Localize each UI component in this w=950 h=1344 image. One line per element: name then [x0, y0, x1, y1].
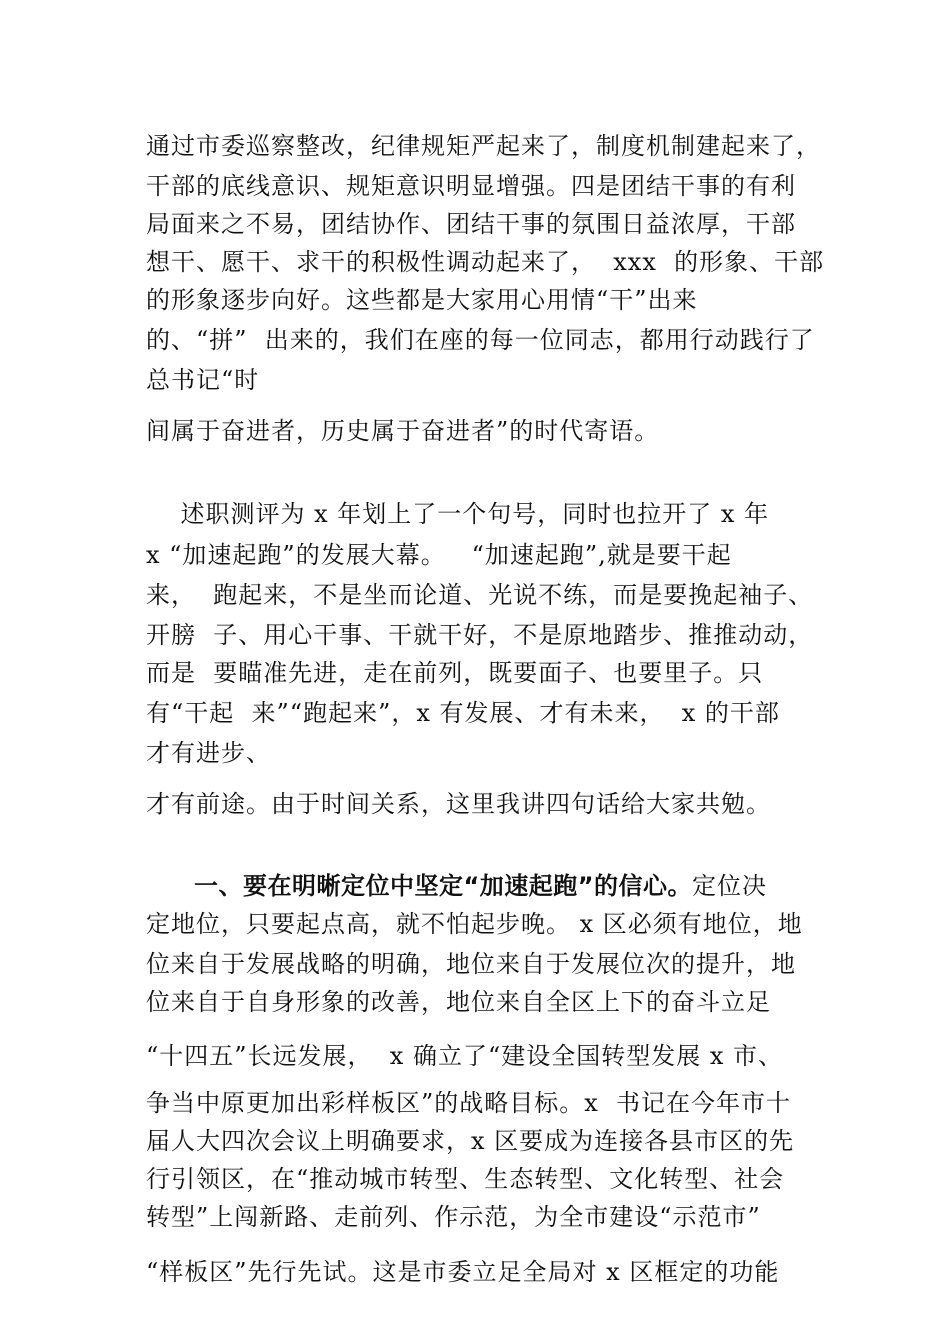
text-line: 来， 跑起来，不是坐而论道、光说不练，而是要挽起袖子、	[146, 581, 814, 609]
text-line: 局面来之不易，团结协作、团结干事的氛围日益浓厚，干部	[146, 210, 796, 238]
text-line: 有“干起 来”“跑起来”，x 有发展、才有未来， x 的干部	[146, 699, 780, 727]
section-heading-rest: 定位决	[692, 872, 768, 900]
text-line: “十四五”长远发展， x 确立了“建设全国转型发展 x 市、	[146, 1042, 784, 1070]
text-line: 间属于奋进者，历史属于奋进者”的时代寄语。	[146, 417, 660, 445]
text-line: 的形象逐步向好。这些都是大家用心用情“干”出来	[146, 286, 698, 314]
text-line: 争当中原更加出彩样板区”的战略目标。x 书记在今年市十	[146, 1089, 792, 1117]
text-line: 干部的底线意识、规矩意识明显增强。四是团结干事的有利	[146, 172, 796, 200]
section-heading: 一、要在明晰定位中坚定“加速起跑”的信心。	[194, 872, 693, 900]
text-line: “样板区”先行先试。这是市委立足全局对 x 区框定的功能	[146, 1258, 780, 1286]
text-line: 届人大四次会议上明确要求，x 区要成为连接各县市区的先	[146, 1127, 795, 1155]
text-line: 才有前途。由于时间关系，这里我讲四句话给大家共勉。	[146, 790, 771, 818]
text-line: 转型”上闯新路、走前列、作示范，为全市建设“示范市”	[146, 1203, 761, 1231]
text-line: 述职测评为 x 年划上了一个句号，同时也拉开了 x 年	[146, 500, 770, 528]
section-heading-line	[146, 871, 836, 901]
text-line: x “加速起跑”的发展大幕。 “加速起跑”,就是要干起	[146, 541, 732, 569]
text-line: 才有进步、	[146, 739, 271, 767]
text-line: 的、“拼” 出来的，我们在座的每一位同志，都用行动践行了	[146, 326, 815, 354]
text-line: 而是 要瞄准先进，走在前列，既要面子、也要里子。只	[146, 659, 764, 687]
text-line: 通过市委巡察整改，纪律规矩严起来了，制度机制建起来了，	[146, 132, 821, 160]
text-line: 定地位，只要起点高，就不怕起步晚。 x 区必须有地位，地	[146, 910, 803, 938]
text-line: 想干、愿干、求干的积极性调动起来了， xxx 的形象、干部	[146, 248, 825, 276]
text-line: 总书记“时	[146, 366, 260, 394]
text-line: 开膀 子、用心干事、干就干好，不是原地踏步、推推动动，	[146, 621, 814, 649]
text-line: 行引领区，在“推动城市转型、生态转型、文化转型、社会	[146, 1165, 785, 1193]
text-line: 位来自于自身形象的改善，地位来自全区上下的奋斗立足	[146, 988, 771, 1016]
text-line: 位来自于发展战略的明确，地位来自于发展位次的提升，地	[146, 950, 796, 978]
